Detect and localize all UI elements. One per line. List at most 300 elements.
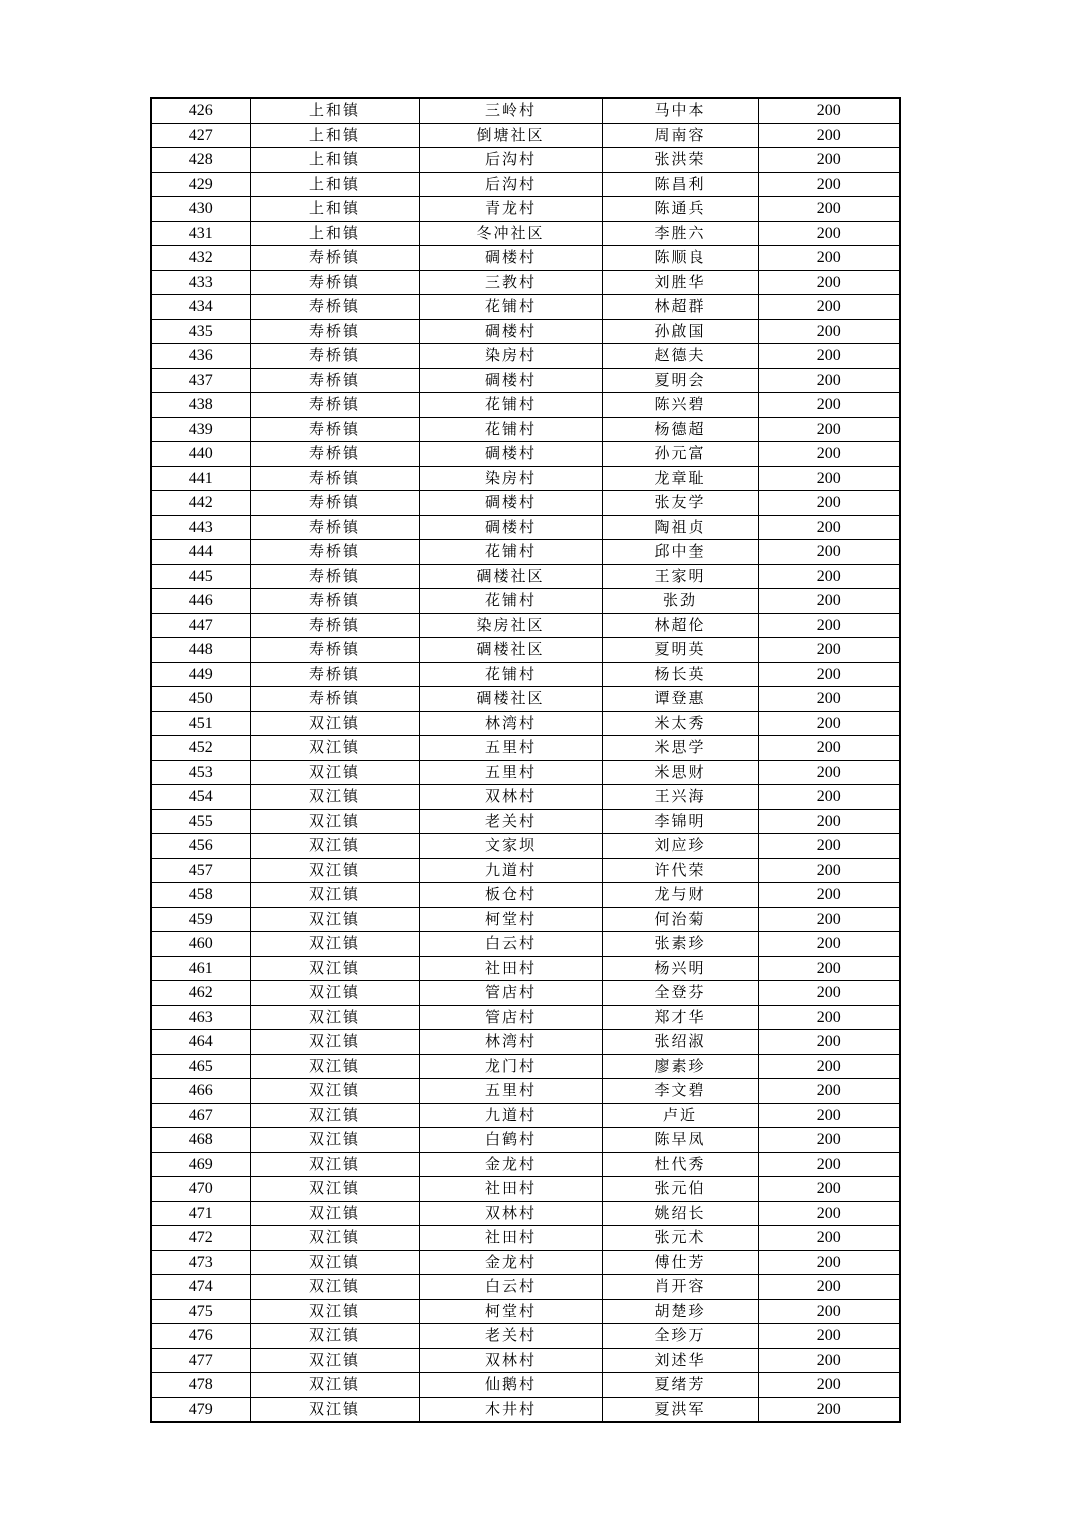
recipient-name-cell: 傅仕芳 — [602, 1250, 758, 1275]
recipient-name-cell: 李胜六 — [602, 221, 758, 246]
row-number-cell: 473 — [151, 1250, 250, 1275]
village-cell: 碉楼社区 — [419, 687, 602, 712]
town-cell: 上和镇 — [250, 148, 419, 173]
recipient-name-cell: 张友学 — [602, 491, 758, 516]
amount-cell: 200 — [758, 1275, 900, 1300]
recipient-name-cell: 杨德超 — [602, 417, 758, 442]
recipient-name-cell: 陈早凤 — [602, 1128, 758, 1153]
village-cell: 花铺村 — [419, 417, 602, 442]
amount-cell: 200 — [758, 1348, 900, 1373]
town-cell: 双江镇 — [250, 1054, 419, 1079]
town-cell: 双江镇 — [250, 1324, 419, 1349]
village-cell: 社田村 — [419, 956, 602, 981]
town-cell: 双江镇 — [250, 1299, 419, 1324]
recipient-name-cell: 刘胜华 — [602, 270, 758, 295]
town-cell: 双江镇 — [250, 907, 419, 932]
table-row — [151, 197, 900, 222]
row-number-cell: 478 — [151, 1373, 250, 1398]
town-cell: 寿桥镇 — [250, 687, 419, 712]
table-row — [151, 1128, 900, 1153]
village-cell: 碉楼村 — [419, 246, 602, 271]
row-number-cell: 444 — [151, 540, 250, 565]
town-cell: 上和镇 — [250, 172, 419, 197]
town-cell: 上和镇 — [250, 98, 419, 123]
row-number-cell: 455 — [151, 809, 250, 834]
row-number-cell: 458 — [151, 883, 250, 908]
row-number-cell: 446 — [151, 589, 250, 614]
town-cell: 双江镇 — [250, 1030, 419, 1055]
row-number-cell: 442 — [151, 491, 250, 516]
town-cell: 双江镇 — [250, 1128, 419, 1153]
amount-cell: 200 — [758, 368, 900, 393]
village-cell: 社田村 — [419, 1177, 602, 1202]
village-cell: 碉楼村 — [419, 491, 602, 516]
village-cell: 文家坝 — [419, 834, 602, 859]
town-cell: 双江镇 — [250, 956, 419, 981]
town-cell: 双江镇 — [250, 1250, 419, 1275]
amount-cell: 200 — [758, 662, 900, 687]
village-cell: 碉楼社区 — [419, 638, 602, 663]
table-row — [151, 785, 900, 810]
town-cell: 寿桥镇 — [250, 638, 419, 663]
town-cell: 寿桥镇 — [250, 515, 419, 540]
village-cell: 白云村 — [419, 932, 602, 957]
table-row — [151, 1152, 900, 1177]
village-cell: 碉楼村 — [419, 368, 602, 393]
amount-cell: 200 — [758, 246, 900, 271]
village-cell: 九道村 — [419, 1103, 602, 1128]
amount-cell: 200 — [758, 197, 900, 222]
roster-body — [151, 98, 900, 1422]
amount-cell: 200 — [758, 564, 900, 589]
row-number-cell: 426 — [151, 98, 250, 123]
recipient-name-cell: 马中本 — [602, 98, 758, 123]
row-number-cell: 447 — [151, 613, 250, 638]
row-number-cell: 479 — [151, 1397, 250, 1422]
town-cell: 双江镇 — [250, 932, 419, 957]
table-row — [151, 564, 900, 589]
recipient-name-cell: 刘述华 — [602, 1348, 758, 1373]
table-row — [151, 1324, 900, 1349]
table-row — [151, 736, 900, 761]
village-cell: 五里村 — [419, 1079, 602, 1104]
town-cell: 双江镇 — [250, 809, 419, 834]
village-cell: 柯堂村 — [419, 907, 602, 932]
amount-cell: 200 — [758, 98, 900, 123]
row-number-cell: 476 — [151, 1324, 250, 1349]
village-cell: 老关村 — [419, 809, 602, 834]
village-cell: 林湾村 — [419, 711, 602, 736]
village-cell: 仙鹅村 — [419, 1373, 602, 1398]
amount-cell: 200 — [758, 1128, 900, 1153]
recipient-name-cell: 郑才华 — [602, 1005, 758, 1030]
amount-cell: 200 — [758, 393, 900, 418]
row-number-cell: 453 — [151, 760, 250, 785]
row-number-cell: 452 — [151, 736, 250, 761]
table-row — [151, 1299, 900, 1324]
village-cell: 双林村 — [419, 785, 602, 810]
recipient-name-cell: 张元术 — [602, 1226, 758, 1251]
table-row — [151, 1201, 900, 1226]
table-row — [151, 540, 900, 565]
amount-cell: 200 — [758, 1177, 900, 1202]
table-row — [151, 1275, 900, 1300]
row-number-cell: 460 — [151, 932, 250, 957]
town-cell: 双江镇 — [250, 1103, 419, 1128]
town-cell: 双江镇 — [250, 1201, 419, 1226]
town-cell: 双江镇 — [250, 736, 419, 761]
village-cell: 染房村 — [419, 466, 602, 491]
village-cell: 花铺村 — [419, 295, 602, 320]
town-cell: 寿桥镇 — [250, 662, 419, 687]
recipient-name-cell: 陈兴碧 — [602, 393, 758, 418]
table-row — [151, 932, 900, 957]
row-number-cell: 427 — [151, 123, 250, 148]
town-cell: 上和镇 — [250, 197, 419, 222]
row-number-cell: 449 — [151, 662, 250, 687]
village-cell: 染房社区 — [419, 613, 602, 638]
village-cell: 金龙村 — [419, 1152, 602, 1177]
row-number-cell: 474 — [151, 1275, 250, 1300]
amount-cell: 200 — [758, 736, 900, 761]
table-row — [151, 907, 900, 932]
amount-cell: 200 — [758, 1103, 900, 1128]
table-row — [151, 1348, 900, 1373]
amount-cell: 200 — [758, 515, 900, 540]
table-row — [151, 466, 900, 491]
town-cell: 双江镇 — [250, 785, 419, 810]
town-cell: 双江镇 — [250, 1397, 419, 1422]
table-row — [151, 1079, 900, 1104]
table-row — [151, 295, 900, 320]
row-number-cell: 450 — [151, 687, 250, 712]
amount-cell: 200 — [758, 1299, 900, 1324]
table-row — [151, 368, 900, 393]
amount-cell: 200 — [758, 1005, 900, 1030]
row-number-cell: 441 — [151, 466, 250, 491]
recipient-name-cell: 孙啟国 — [602, 319, 758, 344]
table-row — [151, 123, 900, 148]
recipient-name-cell: 杨兴明 — [602, 956, 758, 981]
village-cell: 冬冲社区 — [419, 221, 602, 246]
row-number-cell: 438 — [151, 393, 250, 418]
town-cell: 寿桥镇 — [250, 417, 419, 442]
town-cell: 寿桥镇 — [250, 564, 419, 589]
recipient-name-cell: 李锦明 — [602, 809, 758, 834]
table-row — [151, 589, 900, 614]
recipient-name-cell: 王家明 — [602, 564, 758, 589]
table-row — [151, 1177, 900, 1202]
row-number-cell: 464 — [151, 1030, 250, 1055]
table-row — [151, 246, 900, 271]
recipient-name-cell: 夏绪芳 — [602, 1373, 758, 1398]
amount-cell: 200 — [758, 858, 900, 883]
town-cell: 双江镇 — [250, 883, 419, 908]
table-row — [151, 809, 900, 834]
row-number-cell: 468 — [151, 1128, 250, 1153]
recipient-name-cell: 龙与财 — [602, 883, 758, 908]
town-cell: 双江镇 — [250, 1177, 419, 1202]
table-row — [151, 834, 900, 859]
town-cell: 双江镇 — [250, 1005, 419, 1030]
recipient-name-cell: 何治菊 — [602, 907, 758, 932]
village-cell: 龙门村 — [419, 1054, 602, 1079]
recipient-name-cell: 李文碧 — [602, 1079, 758, 1104]
village-cell: 五里村 — [419, 736, 602, 761]
table-row — [151, 442, 900, 467]
row-number-cell: 437 — [151, 368, 250, 393]
amount-cell: 200 — [758, 148, 900, 173]
table-row — [151, 1226, 900, 1251]
row-number-cell: 435 — [151, 319, 250, 344]
amount-cell: 200 — [758, 932, 900, 957]
village-cell: 管店村 — [419, 1005, 602, 1030]
row-number-cell: 457 — [151, 858, 250, 883]
town-cell: 上和镇 — [250, 123, 419, 148]
recipient-name-cell: 米思财 — [602, 760, 758, 785]
village-cell: 金龙村 — [419, 1250, 602, 1275]
village-cell: 柯堂村 — [419, 1299, 602, 1324]
amount-cell: 200 — [758, 221, 900, 246]
amount-cell: 200 — [758, 172, 900, 197]
village-cell: 老关村 — [419, 1324, 602, 1349]
town-cell: 双江镇 — [250, 834, 419, 859]
recipient-name-cell: 肖开容 — [602, 1275, 758, 1300]
table-row — [151, 515, 900, 540]
village-cell: 后沟村 — [419, 148, 602, 173]
row-number-cell: 451 — [151, 711, 250, 736]
table-row — [151, 711, 900, 736]
row-number-cell: 467 — [151, 1103, 250, 1128]
recipient-name-cell: 陈顺良 — [602, 246, 758, 271]
village-cell: 花铺村 — [419, 393, 602, 418]
amount-cell: 200 — [758, 1373, 900, 1398]
town-cell: 寿桥镇 — [250, 344, 419, 369]
town-cell: 寿桥镇 — [250, 466, 419, 491]
amount-cell: 200 — [758, 1397, 900, 1422]
town-cell: 寿桥镇 — [250, 442, 419, 467]
village-cell: 青龙村 — [419, 197, 602, 222]
amount-cell: 200 — [758, 344, 900, 369]
row-number-cell: 465 — [151, 1054, 250, 1079]
amount-cell: 200 — [758, 613, 900, 638]
town-cell: 寿桥镇 — [250, 589, 419, 614]
town-cell: 双江镇 — [250, 1373, 419, 1398]
table-row — [151, 319, 900, 344]
row-number-cell: 469 — [151, 1152, 250, 1177]
table-row — [151, 956, 900, 981]
row-number-cell: 428 — [151, 148, 250, 173]
row-number-cell: 436 — [151, 344, 250, 369]
amount-cell: 200 — [758, 540, 900, 565]
row-number-cell: 434 — [151, 295, 250, 320]
village-cell: 社田村 — [419, 1226, 602, 1251]
row-number-cell: 448 — [151, 638, 250, 663]
amount-cell: 200 — [758, 907, 900, 932]
row-number-cell: 445 — [151, 564, 250, 589]
row-number-cell: 462 — [151, 981, 250, 1006]
amount-cell: 200 — [758, 466, 900, 491]
recipient-name-cell: 张劲 — [602, 589, 758, 614]
recipient-name-cell: 孙元富 — [602, 442, 758, 467]
row-number-cell: 429 — [151, 172, 250, 197]
table-row — [151, 638, 900, 663]
table-row — [151, 98, 900, 123]
village-cell: 白云村 — [419, 1275, 602, 1300]
town-cell: 双江镇 — [250, 1152, 419, 1177]
table-row — [151, 981, 900, 1006]
village-cell: 九道村 — [419, 858, 602, 883]
recipient-name-cell: 林超伦 — [602, 613, 758, 638]
recipient-name-cell: 龙章耻 — [602, 466, 758, 491]
village-cell: 花铺村 — [419, 662, 602, 687]
row-number-cell: 461 — [151, 956, 250, 981]
village-cell: 碉楼村 — [419, 442, 602, 467]
recipient-name-cell: 陈昌利 — [602, 172, 758, 197]
table-row — [151, 613, 900, 638]
town-cell: 寿桥镇 — [250, 319, 419, 344]
village-cell: 染房村 — [419, 344, 602, 369]
amount-cell: 200 — [758, 809, 900, 834]
table-row — [151, 148, 900, 173]
town-cell: 寿桥镇 — [250, 613, 419, 638]
village-cell: 倒塘社区 — [419, 123, 602, 148]
village-cell: 管店村 — [419, 981, 602, 1006]
row-number-cell: 439 — [151, 417, 250, 442]
table-row — [151, 1103, 900, 1128]
row-number-cell: 463 — [151, 1005, 250, 1030]
amount-cell: 200 — [758, 981, 900, 1006]
table-row — [151, 1030, 900, 1055]
village-cell: 林湾村 — [419, 1030, 602, 1055]
town-cell: 寿桥镇 — [250, 368, 419, 393]
amount-cell: 200 — [758, 687, 900, 712]
amount-cell: 200 — [758, 760, 900, 785]
recipient-name-cell: 夏明英 — [602, 638, 758, 663]
amount-cell: 200 — [758, 711, 900, 736]
amount-cell: 200 — [758, 956, 900, 981]
recipient-name-cell: 姚绍长 — [602, 1201, 758, 1226]
town-cell: 双江镇 — [250, 858, 419, 883]
row-number-cell: 433 — [151, 270, 250, 295]
recipient-name-cell: 周南容 — [602, 123, 758, 148]
town-cell: 寿桥镇 — [250, 540, 419, 565]
row-number-cell: 456 — [151, 834, 250, 859]
amount-cell: 200 — [758, 1079, 900, 1104]
village-cell: 碉楼社区 — [419, 564, 602, 589]
town-cell: 双江镇 — [250, 1079, 419, 1104]
village-cell: 花铺村 — [419, 589, 602, 614]
town-cell: 寿桥镇 — [250, 295, 419, 320]
amount-cell: 200 — [758, 883, 900, 908]
recipient-name-cell: 胡楚珍 — [602, 1299, 758, 1324]
table-row — [151, 760, 900, 785]
amount-cell: 200 — [758, 270, 900, 295]
amount-cell: 200 — [758, 491, 900, 516]
row-number-cell: 459 — [151, 907, 250, 932]
recipient-name-cell: 许代荣 — [602, 858, 758, 883]
town-cell: 寿桥镇 — [250, 393, 419, 418]
recipient-name-cell: 陶祖贞 — [602, 515, 758, 540]
recipient-name-cell: 米太秀 — [602, 711, 758, 736]
amount-cell: 200 — [758, 442, 900, 467]
village-cell: 碉楼村 — [419, 515, 602, 540]
recipient-name-cell: 陈通兵 — [602, 197, 758, 222]
village-cell: 五里村 — [419, 760, 602, 785]
recipient-name-cell: 张元伯 — [602, 1177, 758, 1202]
recipient-name-cell: 张洪荣 — [602, 148, 758, 173]
recipient-name-cell: 米思学 — [602, 736, 758, 761]
row-number-cell: 431 — [151, 221, 250, 246]
amount-cell: 200 — [758, 589, 900, 614]
amount-cell: 200 — [758, 1250, 900, 1275]
recipient-name-cell: 全登芬 — [602, 981, 758, 1006]
recipient-name-cell: 王兴海 — [602, 785, 758, 810]
table-row — [151, 687, 900, 712]
village-cell: 后沟村 — [419, 172, 602, 197]
row-number-cell: 443 — [151, 515, 250, 540]
table-row — [151, 172, 900, 197]
row-number-cell: 471 — [151, 1201, 250, 1226]
town-cell: 寿桥镇 — [250, 246, 419, 271]
recipient-name-cell: 谭登惠 — [602, 687, 758, 712]
row-number-cell: 430 — [151, 197, 250, 222]
row-number-cell: 454 — [151, 785, 250, 810]
row-number-cell: 466 — [151, 1079, 250, 1104]
recipient-name-cell: 林超群 — [602, 295, 758, 320]
table-row — [151, 883, 900, 908]
town-cell: 双江镇 — [250, 711, 419, 736]
town-cell: 双江镇 — [250, 1226, 419, 1251]
town-cell: 双江镇 — [250, 1275, 419, 1300]
recipient-name-cell: 杨长英 — [602, 662, 758, 687]
recipient-name-cell: 杜代秀 — [602, 1152, 758, 1177]
recipient-name-cell: 张绍淑 — [602, 1030, 758, 1055]
amount-cell: 200 — [758, 638, 900, 663]
table-row — [151, 1373, 900, 1398]
recipient-name-cell: 夏明会 — [602, 368, 758, 393]
recipient-name-cell: 赵德夫 — [602, 344, 758, 369]
table-row — [151, 1054, 900, 1079]
village-cell: 花铺村 — [419, 540, 602, 565]
amount-cell: 200 — [758, 785, 900, 810]
roster-table — [150, 97, 901, 1423]
village-cell: 三岭村 — [419, 98, 602, 123]
amount-cell: 200 — [758, 319, 900, 344]
row-number-cell: 475 — [151, 1299, 250, 1324]
amount-cell: 200 — [758, 1054, 900, 1079]
table-row — [151, 417, 900, 442]
amount-cell: 200 — [758, 1226, 900, 1251]
village-cell: 木井村 — [419, 1397, 602, 1422]
recipient-name-cell: 张素珍 — [602, 932, 758, 957]
town-cell: 寿桥镇 — [250, 270, 419, 295]
village-cell: 三教村 — [419, 270, 602, 295]
town-cell: 双江镇 — [250, 981, 419, 1006]
village-cell: 白鹤村 — [419, 1128, 602, 1153]
town-cell: 双江镇 — [250, 760, 419, 785]
row-number-cell: 432 — [151, 246, 250, 271]
recipient-name-cell: 夏洪军 — [602, 1397, 758, 1422]
town-cell: 寿桥镇 — [250, 491, 419, 516]
row-number-cell: 472 — [151, 1226, 250, 1251]
amount-cell: 200 — [758, 417, 900, 442]
amount-cell: 200 — [758, 1201, 900, 1226]
amount-cell: 200 — [758, 295, 900, 320]
recipient-name-cell: 邱中奎 — [602, 540, 758, 565]
recipient-name-cell: 卢近 — [602, 1103, 758, 1128]
amount-cell: 200 — [758, 1030, 900, 1055]
